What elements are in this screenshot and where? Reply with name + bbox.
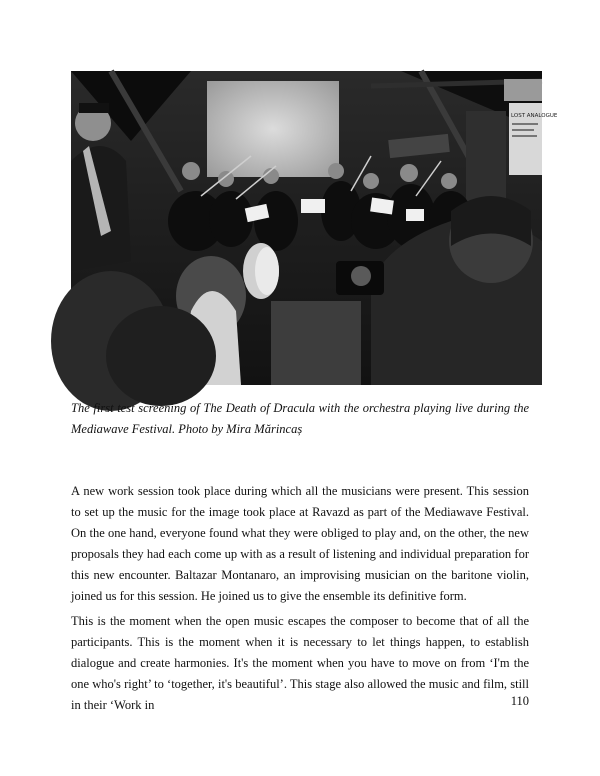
concert-photo-graphic (71, 71, 558, 385)
body-paragraph-1: A new work session took place during which all the musicians were present. This session to set up the music for the image took place at Ravazd as part of the Mediawave Festival. On the one hand, everyone found what they were obliged to play and, on the other, the new proposals they had each come up with as a result of listening and individual preparation for this new encounter. Baltazar Montanaro, an improvising musician on the baritone violin, joined us for this session. He joined us to give the ensemble its definitive form. (71, 484, 529, 603)
projection-screen (207, 81, 339, 177)
svg-text:LOST ANALOGUE: LOST ANALOGUE (511, 113, 558, 119)
photo-caption: The first test screening of The Death of Dracula with the orchestra playing live during the Mediawave Festival. Photo by Mira Mărincaș (71, 401, 529, 436)
page-number: 110 (510, 694, 529, 708)
concert-photo (71, 71, 558, 385)
body-paragraph-2: This is the moment when the open music escapes the composer to become that of all the participants. This is the moment when it is necessary to let things happen, to establish dialogue and create harmonies. It's the moment when you have to move on from ‘I'm the one who's right’ to ‘together, it's beautiful’. This stage also allowed the music and film, still in their ‘Work in (71, 614, 529, 712)
